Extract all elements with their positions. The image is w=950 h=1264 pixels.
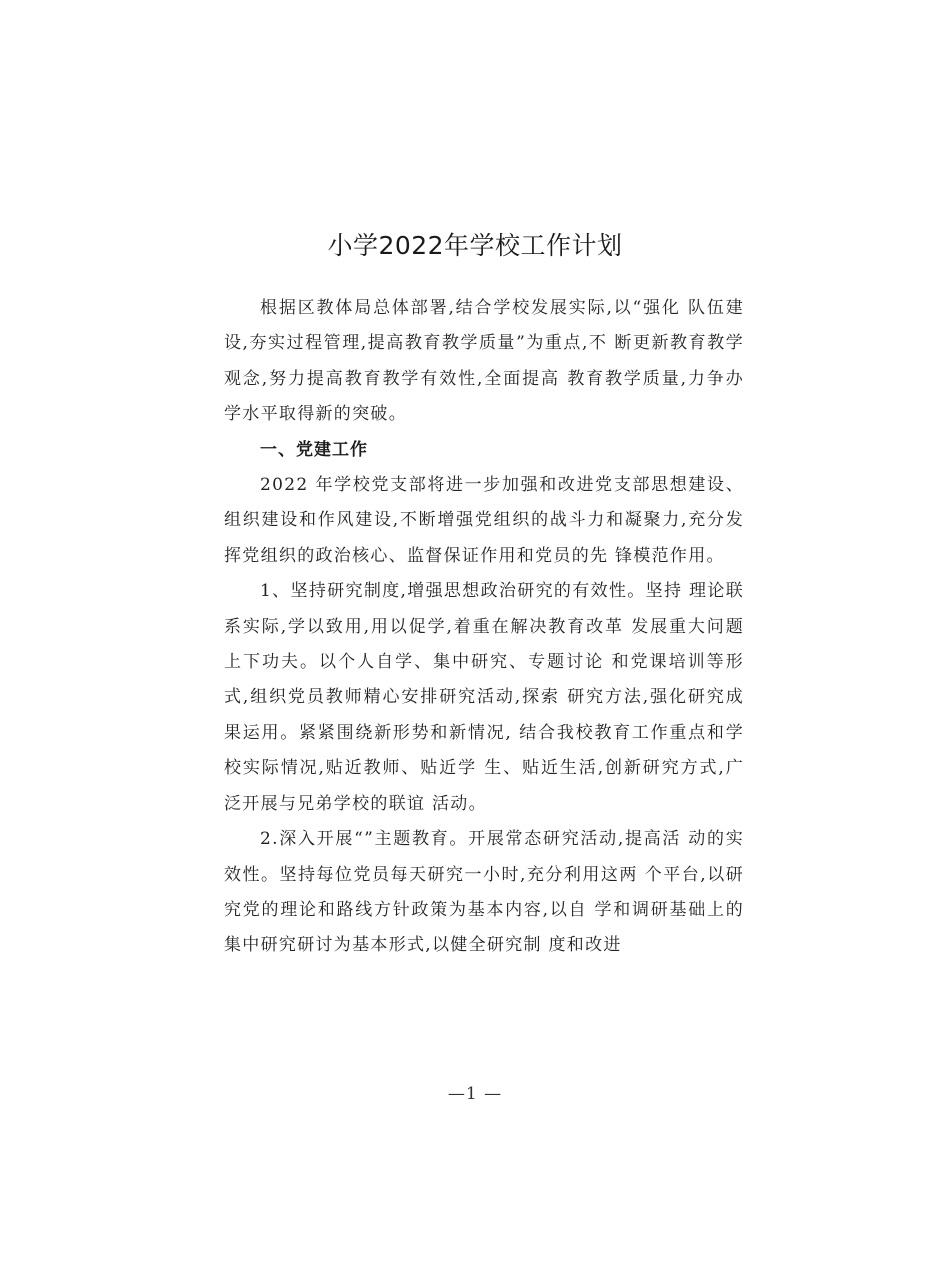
study-system-paragraph: 1、坚持研究制度,增强思想政治研究的有效性。坚持 理论联系实际,学以致用,用以促学,着重在解决教育改革 发展重大问题上下功夫。以个人自学、集中研究、专题讨论 和党课培训等形式,组织党员教师精心安排研究活动,探索 研究方法,强化研究成果运用。紧紧围绕新形势和新情况, 结合我校教育工作重点和学校实际情况,贴近教师、贴近学 生、贴近生活,创新研究方式,广泛开展与兄弟学校的联谊 活动。 <box>224 581 744 814</box>
party-building-paragraph: 2022 年学校党支部将进一步加强和改进党支部思想建设、组织建设和作风建设,不断增强党组织的战斗力和凝聚力,充分发挥党组织的政治核心、监督保证作用和党员的先 锋模范作用。 <box>224 475 744 566</box>
document-body <box>224 291 744 964</box>
section-heading: 一、党建工作 <box>260 439 368 460</box>
intro-paragraph: 根据区教体局总体部署,结合学校发展实际,以“强化 队伍建设,夯实过程管理,提高教育教学质量”为重点,不 断更新教育教学观念,努力提高教育教学有效性,全面提高 教育教学质量,力争办学水平取得新的突破。 <box>224 298 744 425</box>
theme-education-paragraph: 2.深入开展“”主题教育。开展常态研究活动,提高活 动的实效性。坚持每位党员每天研究一小时,充分利用这两 个平台,以研究党的理论和路线方针政策为基本内容,以自 学和调研基础上的集中研究研讨为基本形式,以健全研究制 度和改进 <box>224 829 744 956</box>
page-number: —1 — <box>447 1084 503 1104</box>
document-title: 小学2022年学校工作计划 <box>327 231 623 260</box>
